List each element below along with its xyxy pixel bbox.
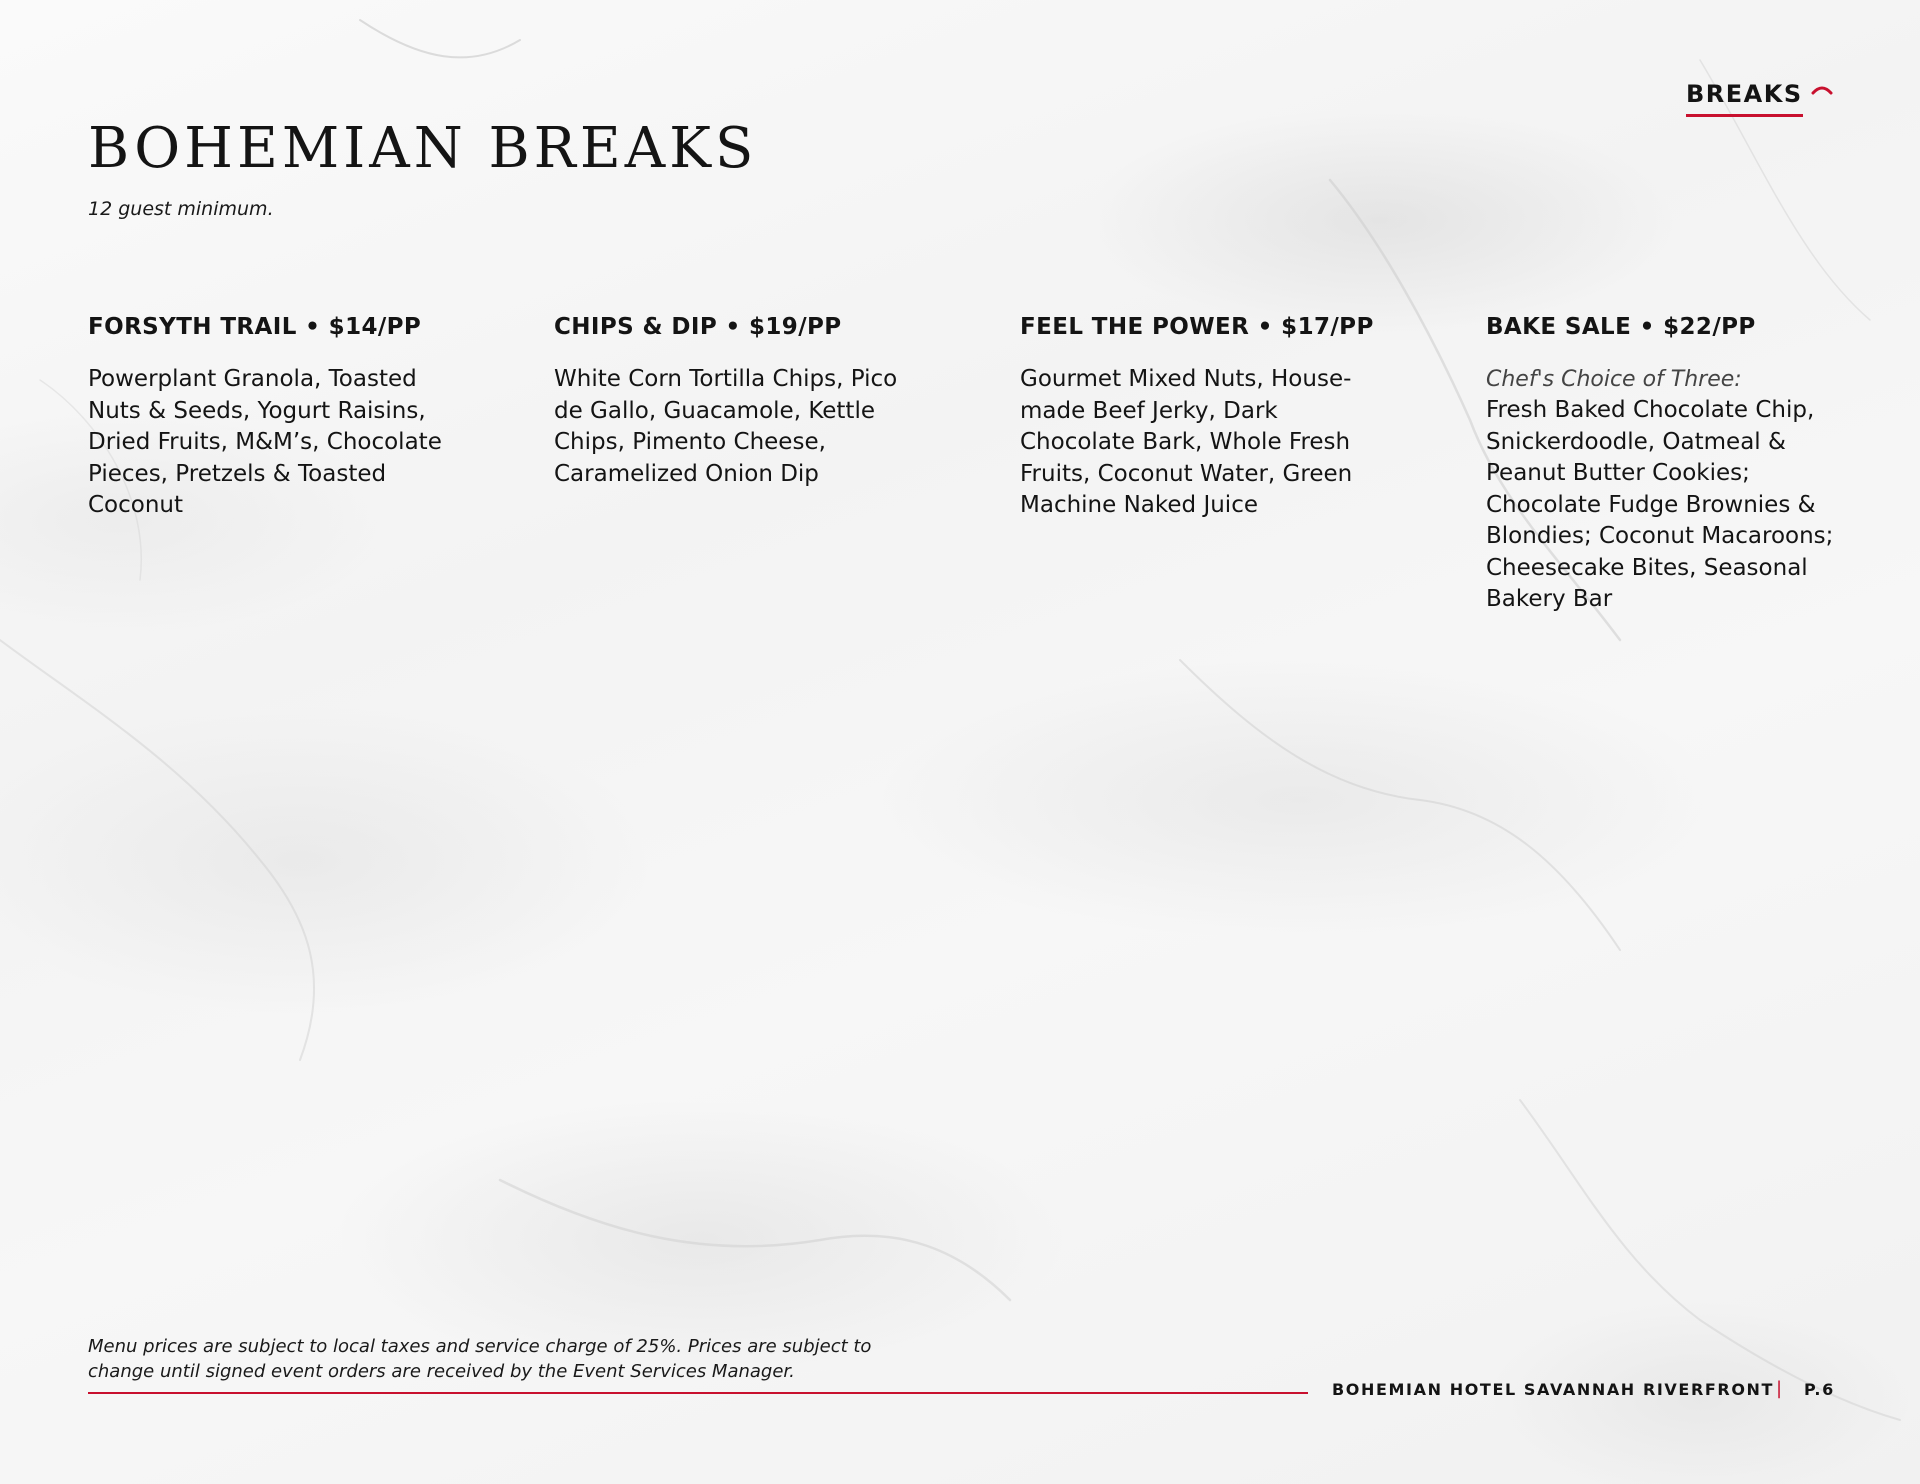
menu-item-intro: Chef's Choice of Three: bbox=[1486, 367, 1742, 392]
menu-item-description: Gourmet Mixed Nuts, House-made Beef Jerky, Dark Chocolate Bark, Whole Fresh Fruits, Coconut Water, Green Machine Naked Juice bbox=[1020, 366, 1353, 518]
footer-brand: BOHEMIAN HOTEL SAVANNAH RIVERFRONT bbox=[1332, 1380, 1775, 1399]
menu-item-heading: FORSYTH TRAIL • $14/PP bbox=[88, 314, 422, 340]
menu-item-heading: BAKE SALE • $22/PP bbox=[1486, 314, 1756, 340]
pricing-disclaimer: Menu prices are subject to local taxes and service charge of 25%. Prices are subject to change until signed event orders are received by the Event Services Manager. bbox=[88, 1336, 872, 1382]
menu-item-bake-sale bbox=[1486, 312, 1858, 616]
footer-divider bbox=[88, 1392, 1308, 1394]
menu-columns bbox=[88, 312, 1878, 632]
footer-separator: | bbox=[1776, 1378, 1783, 1399]
menu-item-heading: FEEL THE POWER • $17/PP bbox=[1020, 314, 1374, 340]
menu-item-feel-the-power bbox=[1020, 312, 1392, 522]
menu-item-chips-and-dip bbox=[554, 312, 926, 490]
section-tab-breaks[interactable]: BREAKS bbox=[1686, 80, 1803, 117]
chevron-up-icon[interactable] bbox=[1810, 82, 1834, 96]
menu-item-forsyth-trail bbox=[88, 312, 460, 522]
menu-item-description: White Corn Tortilla Chips, Pico de Gallo, Guacamole, Kettle Chips, Pimento Cheese, Caramelized Onion Dip bbox=[554, 366, 898, 487]
menu-item-heading: CHIPS & DIP • $19/PP bbox=[554, 314, 842, 340]
menu-item-description: Powerplant Granola, Toasted Nuts & Seeds, Yogurt Raisins, Dried Fruits, M&M’s, Chocolate Pieces, Pretzels & Toasted Coconut bbox=[88, 366, 442, 518]
page-number: P.6 bbox=[1804, 1380, 1835, 1399]
menu-item-description: Fresh Baked Chocolate Chip, Snickerdoodle, Oatmeal & Peanut Butter Cookies; Chocolate Fudge Brownies & Blondies; Coconut Macaroons; Cheesecake Bites, Seasonal Bakery Bar bbox=[1486, 397, 1834, 612]
page-title: BOHEMIAN BREAKS bbox=[88, 116, 758, 181]
guest-minimum-note: 12 guest minimum. bbox=[88, 198, 274, 220]
